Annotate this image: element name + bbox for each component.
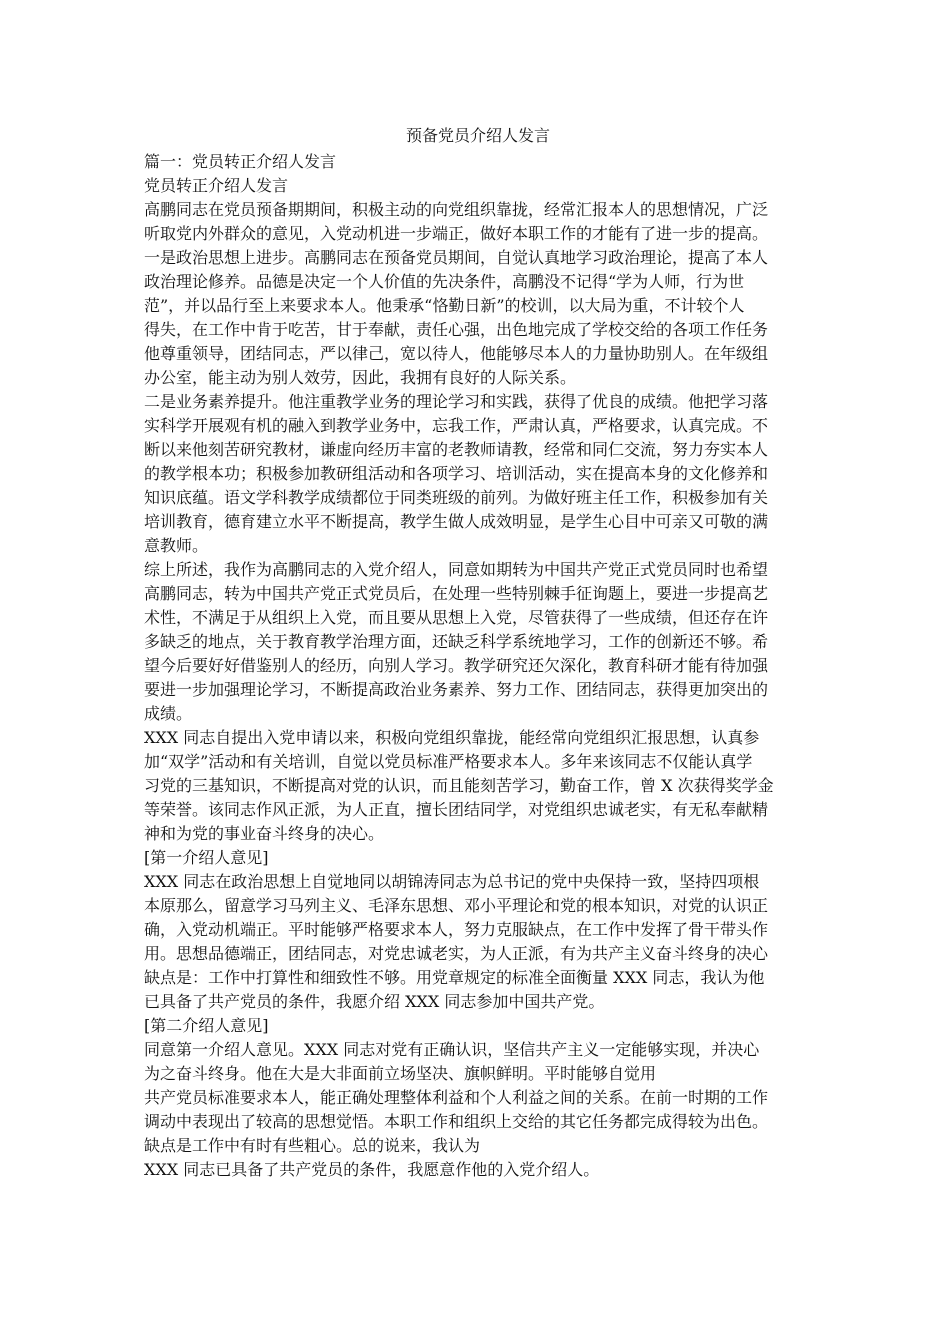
text-line: 本原那么，留意学习马列主义、毛泽东思想、邓小平理论和党的根本知识，对党的认识正	[144, 896, 769, 915]
text-line: 已具备了共产党员的条件，我愿介绍 XXX 同志参加中国共产党。	[144, 992, 605, 1011]
text-line: XXX 同志自提出入党申请以来，积极向党组织靠拢，能经常向党组织汇报思想，认真参	[144, 728, 760, 747]
text-line: 办公室，能主动为别人效劳，因此，我拥有良好的人际关系。	[144, 368, 577, 387]
text-line: 他尊重领导，团结同志，严以律己，宽以待人，他能够尽本人的力量协助别人。在年级组	[144, 344, 769, 363]
text-line: XXX 同志已具备了共产党员的条件，我愿意作他的入党介绍人。	[144, 1160, 600, 1179]
text-line: 意教师。	[144, 536, 209, 555]
text-line: 多缺乏的地点，关于教育教学治理方面，还缺乏科学系统地学习，工作的创新还不够。希	[144, 632, 769, 651]
text-line: 要进一步加强理论学习，不断提高政治业务素养、努力工作、团结同志，获得更加突出的	[144, 680, 769, 699]
text-line: 同意第一介绍人意见。XXX 同志对党有正确认识，坚信共产主义一定能够实现，并决心	[144, 1040, 760, 1059]
document-title: 预备党员介绍人发言	[405, 126, 550, 145]
text-line: 得失，在工作中肯于吃苦，甘于奉献，责任心强，出色地完成了学校交给的各项工作任务	[144, 320, 769, 339]
text-line: 成绩。	[144, 704, 193, 723]
text-line: [第一介绍人意见]	[144, 848, 269, 867]
text-line: 习党的三基知识，不断提高对党的认识，而且能刻苦学习，勤奋工作，曾 X 次获得奖学金	[144, 776, 774, 795]
text-line: 高鹏同志，转为中国共产党正式党员后，在处理一些特别棘手征询题上，要进一步提高艺	[144, 584, 769, 603]
text-line: 共产党员标准要求本人，能正确处理整体利益和个人利益之间的关系。在前一时期的工作	[144, 1088, 769, 1107]
text-line: 政治理论修养。品德是决定一个人价值的先决条件，高鹏没不记得“学为人师，行为世	[144, 272, 745, 291]
text-line: 望今后要好好借鉴别人的经历，向别人学习。教学研究还欠深化，教育科研才能有待加强	[144, 656, 769, 675]
text-line: 加“双学”活动和有关培训，自觉以党员标准严格要求本人。多年来该同志不仅能认真学	[144, 752, 753, 771]
text-line: 神和为党的事业奋斗终身的决心。	[144, 824, 385, 843]
text-line: 缺点是工作中有时有些粗心。总的说来，我认为	[144, 1136, 481, 1155]
text-line: 确，入党动机端正。平时能够严格要求本人，努力克服缺点，在工作中发挥了骨干带头作	[144, 920, 769, 939]
document-body	[144, 150, 812, 1182]
document-page	[144, 124, 812, 1182]
text-line: 党员转正介绍人发言	[144, 176, 289, 195]
text-line: 术性，不满足于从组织上入党，而且要从思想上入党，尽管获得了一些成绩，但还存在许	[144, 608, 769, 627]
text-line: 篇一：党员转正介绍人发言	[144, 152, 337, 171]
text-line: 用。思想品德端正，团结同志，对党忠诚老实，为人正派，有为共产主义奋斗终身的决心	[144, 944, 769, 963]
text-line: 实科学开展观有机的融入到教学业务中，忘我工作，严肃认真，严格要求，认真完成。不	[144, 416, 769, 435]
text-line: 知识底蕴。语文学科教学成绩都位于同类班级的前列。为做好班主任工作，积极参加有关	[144, 488, 769, 507]
text-line: 等荣誉。该同志作风正派，为人正直，擅长团结同学，对党组织忠诚老实，有无私奉献精	[144, 800, 769, 819]
text-line: 综上所述，我作为高鹏同志的入党介绍人，同意如期转为中国共产党正式党员同时也希望	[144, 560, 769, 579]
text-line: XXX 同志在政治思想上自觉地同以胡锦涛同志为总书记的党中央保持一致，坚持四项根	[144, 872, 760, 891]
text-line: 断以来他刻苦研究教材，谦虚向经历丰富的老教师请教，经常和同仁交流，努力夯实本人	[144, 440, 769, 459]
text-line: 高鹏同志在党员预备期期间，积极主动的向党组织靠拢，经常汇报本人的思想情况，广泛	[144, 200, 769, 219]
text-line: 范”，并以品行至上来要求本人。他秉承“恪勤日新”的校训，以大局为重，不计较个人	[144, 296, 745, 315]
text-line: 培训教育，德育建立水平不断提高，教学生做人成效明显，是学生心目中可亲又可敬的满	[144, 512, 769, 531]
text-line: [第二介绍人意见]	[144, 1016, 269, 1035]
text-line: 缺点是：工作中打算性和细致性不够。用党章规定的标准全面衡量 XXX 同志，我认为他	[144, 968, 765, 987]
text-line: 一是政治思想上进步。高鹏同志在预备党员期间，自觉认真地学习政治理论，提高了本人	[144, 248, 769, 267]
text-line: 的教学根本功；积极参加教研组活动和各项学习、培训活动，实在提高本身的文化修养和	[144, 464, 769, 483]
text-line: 调动中表现出了较高的思想觉悟。本职工作和组织上交给的其它任务都完成得较为出色。	[144, 1112, 769, 1131]
text-line: 为之奋斗终身。他在大是大非面前立场坚决、旗帜鲜明。平时能够自觉用	[144, 1064, 657, 1083]
text-line: 二是业务素养提升。他注重教学业务的理论学习和实践，获得了优良的成绩。他把学习落	[144, 392, 769, 411]
text-line: 听取党内外群众的意见，入党动机进一步端正，做好本职工作的才能有了进一步的提高。	[144, 224, 769, 243]
